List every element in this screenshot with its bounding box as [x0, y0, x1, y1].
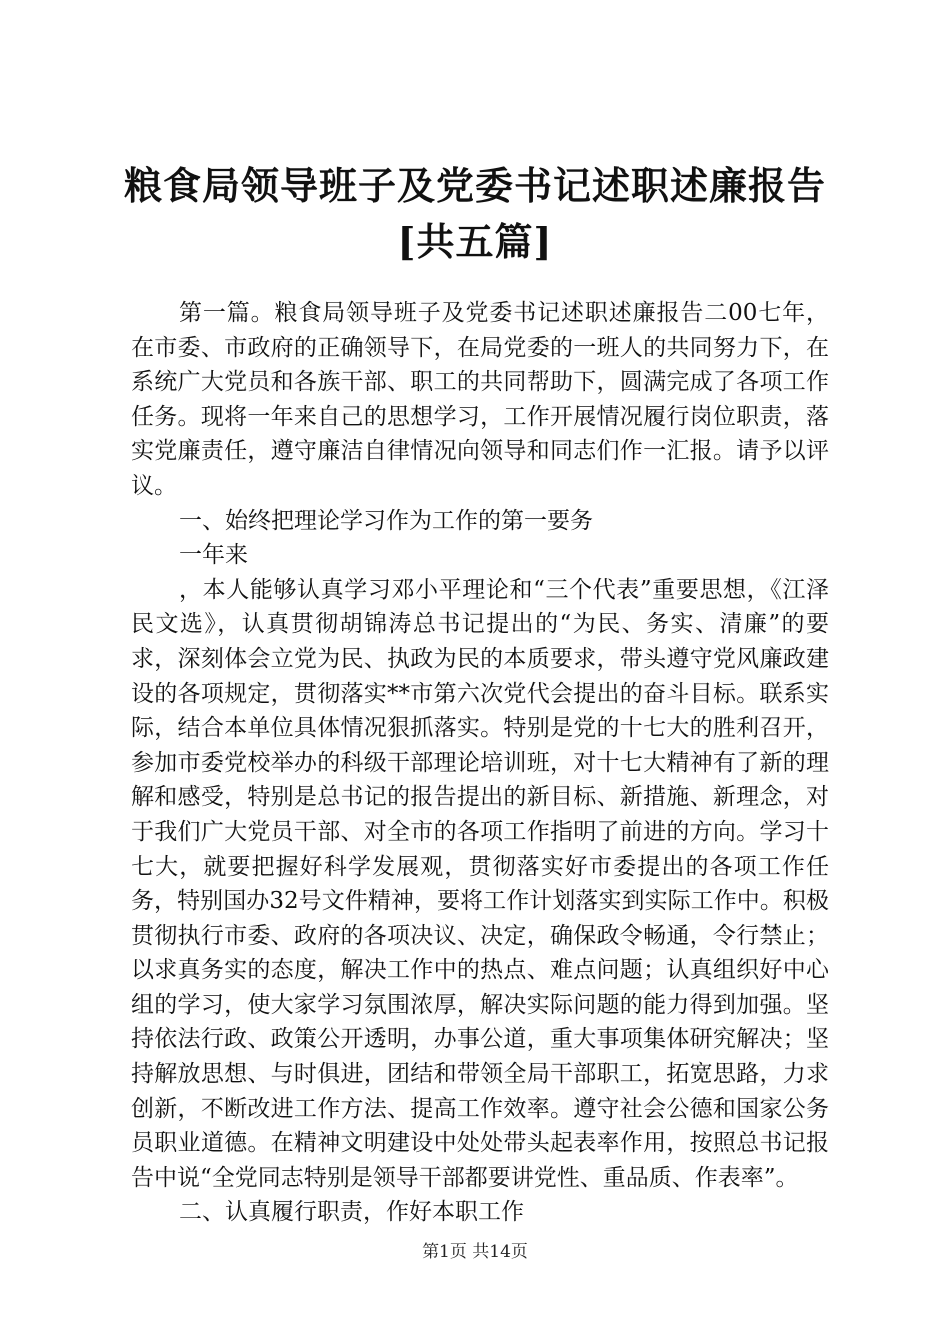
paragraph-year: 一年来: [179, 542, 248, 569]
document-body: [131, 296, 829, 1230]
paragraph-intro: 第一篇。粮食局领导班子及党委书记述职述廉报告二00七年，在市委、市政府的正确领导下，在局党委的一班人的共同努力下，在系统广大党员和各族干部、职工的共同帮助下，圆满完成了各项工作任务。现将一年来自己的思想学习，工作开展情况履行岗位职责，落实党廉责任，遵守廉洁自律情况向领导和同志们作一汇报。请予以评议。: [131, 300, 829, 499]
document-title: 粮食局领导班子及党委书记述职述廉报告[共五篇]: [123, 163, 826, 264]
section-heading-2: 二、认真履行职责，作好本职工作: [179, 1199, 524, 1226]
page-number-footer: 第1页 共14页: [422, 1242, 528, 1262]
paragraph-study: ，本人能够认真学习邓小平理论和“三个代表”重要思想，《江泽民文选》，认真贯彻胡锦涛总书记提出的“为民、务实、清廉”的要求，深刻体会立党为民、执政为民的本质要求，带头遵守党风廉政建设的各项规定，贯彻落实**市第六次党代会提出的奋斗目标。联系实际，结合本单位具体情况狠抓落实。特别是党的十七大的胜利召开，参加市委党校举办的科级干部理论培训班，对十七大精神有了新的理解和感受，特别是总书记的报告提出的新目标、新措施、新理念，对于我们广大党员干部、对全市的各项工作指明了前进的方向。学习十七大，就要把握好科学发展观，贯彻落实好市委提出的各项工作任务，特别国办32号文件精神，要将工作计划落实到实际工作中。积极贯彻执行市委、政府的各项决议、决定，确保政令畅通，令行禁止；以求真务实的态度，解决工作中的热点、难点问题；认真组织好中心组的学习，使大家学习氛围浓厚，解决实际问题的能力得到加强。坚持依法行政、政策公开透明，办事公道，重大事项集体研究解决；坚持解放思想、与时俱进，团结和带领全局干部职工，拓宽思路，力求创新，不断改进工作方法、提高工作效率。遵守社会公德和国家公务员职业道德。在精神文明建设中处处带头起表率作用，按照总书记报告中说“全党同志特别是领导干部都要讲党性、重品质、作表率”。: [131, 576, 829, 1191]
section-heading-1: 一、始终把理论学习作为工作的第一要务: [179, 507, 593, 534]
